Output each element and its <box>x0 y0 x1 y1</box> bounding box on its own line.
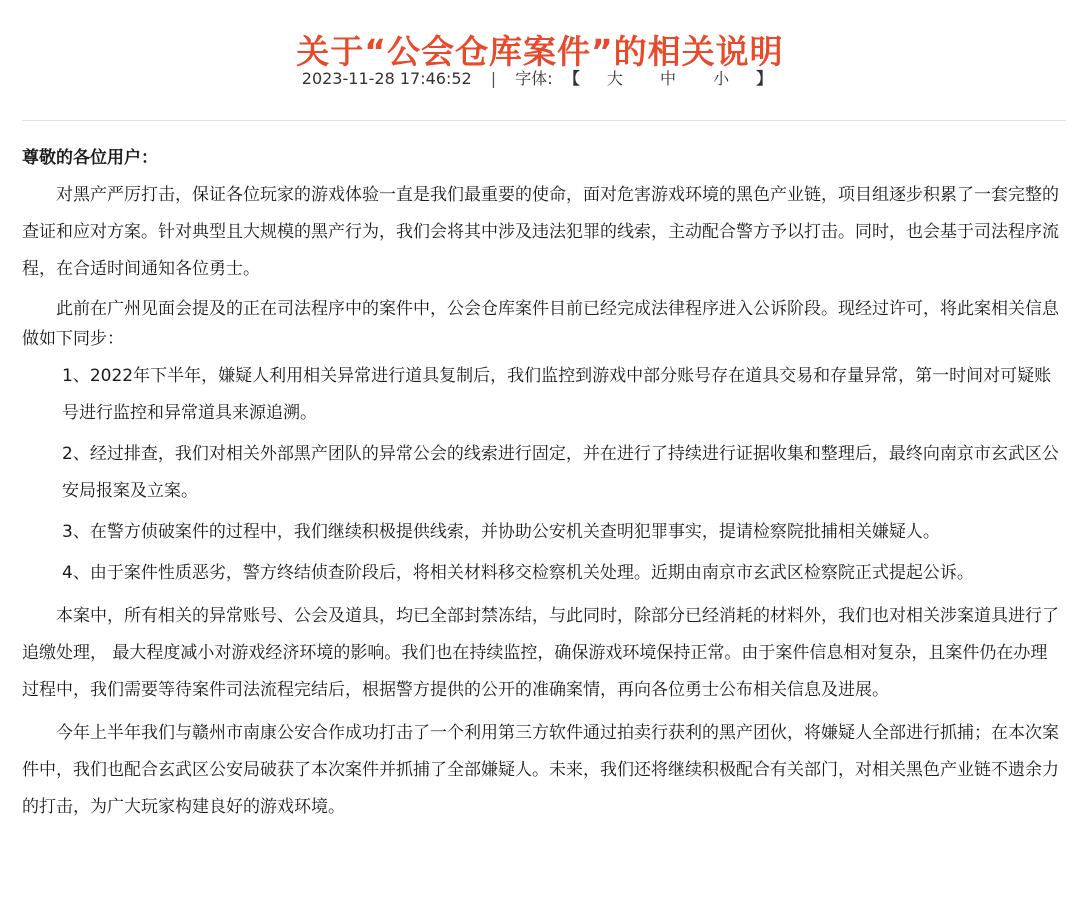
header-divider <box>22 120 1066 121</box>
list-item-1: 1、2022年下半年，嫌疑人利用相关异常进行道具复制后，我们监控到游戏中部分账号存在道具交易和存量异常，第一时间对可疑账号进行监控和异常道具来源追溯。 <box>62 366 1052 423</box>
font-size-medium-button[interactable]: 中 <box>660 69 677 88</box>
paragraph-4: 今年上半年我们与赣州市南康公安合作成功打击了一个利用第三方软件通过拍卖行获利的黑产团伙，将嫌疑人全部进行抓捕；在本次案件中，我们也配合玄武区公安局破获了本次案件并抓捕了全部嫌疑人。未来，我们还将继续积极配合有关部门，对相关黑色产业链不遗余力的打击，为广大玩家构建良好的游戏环境。 <box>22 723 1059 817</box>
bracket-open: 【 <box>563 69 580 88</box>
bracket-close: 】 <box>756 69 773 88</box>
font-size-large-button[interactable]: 大 <box>606 69 623 88</box>
greeting: 尊敬的各位用户： <box>22 148 158 168</box>
article-meta <box>0 66 1080 92</box>
meta-separator: | <box>490 69 497 88</box>
paragraph-2: 此前在广州见面会提及的正在司法程序中的案件中，公会仓库案件目前已经完成法律程序进入公诉阶段。现经过许可，将此案相关信息做如下同步： <box>22 299 1059 349</box>
page-title: 关于“公会仓库案件”的相关说明 <box>296 32 784 72</box>
list-item-4: 4、由于案件性质恶劣，警方终结侦查阶段后，将相关材料移交检察机关处理。近期由南京市玄武区检察院正式提起公诉。 <box>62 563 974 583</box>
list-item-3: 3、在警方侦破案件的过程中，我们继续积极提供线索，并协助公安机关查明犯罪事实，提请检察院批捕相关嫌疑人。 <box>62 522 940 542</box>
publish-date: 2023-11-28 17:46:52 <box>301 69 472 88</box>
font-size-label: 字体: <box>515 69 553 88</box>
list-item-2: 2、经过排查，我们对相关外部黑产团队的异常公会的线索进行固定，并在进行了持续进行证据收集和整理后，最终向南京市玄武区公安局报案及立案。 <box>62 444 1059 501</box>
paragraph-1: 对黑产严厉打击，保证各位玩家的游戏体验一直是我们最重要的使命，面对危害游戏环境的黑色产业链，项目组逐步积累了一套完整的查证和应对方案。针对典型且大规模的黑产行为，我们会将其中涉及违法犯罪的线索，主动配合警方予以打击。同时，也会基于司法程序流程，在合适时间通知各位勇士。 <box>22 185 1059 279</box>
article-body <box>22 140 1062 826</box>
font-size-small-button[interactable]: 小 <box>713 69 730 88</box>
paragraph-3: 本案中，所有相关的异常账号、公会及道具，均已全部封禁冻结，与此同时，除部分已经消耗的材料外，我们也对相关涉案道具进行了追缴处理， 最大程度减小对游戏经济环境的影响。我们也在持续监控，确保游戏环境保持正常。由于案件信息相对复杂，且案件仍在办理过程中，我们需要等待案件司法流程完结后，根据警方提供的公开的准确案情，再向各位勇士公布相关信息及进展。 <box>22 606 1059 700</box>
